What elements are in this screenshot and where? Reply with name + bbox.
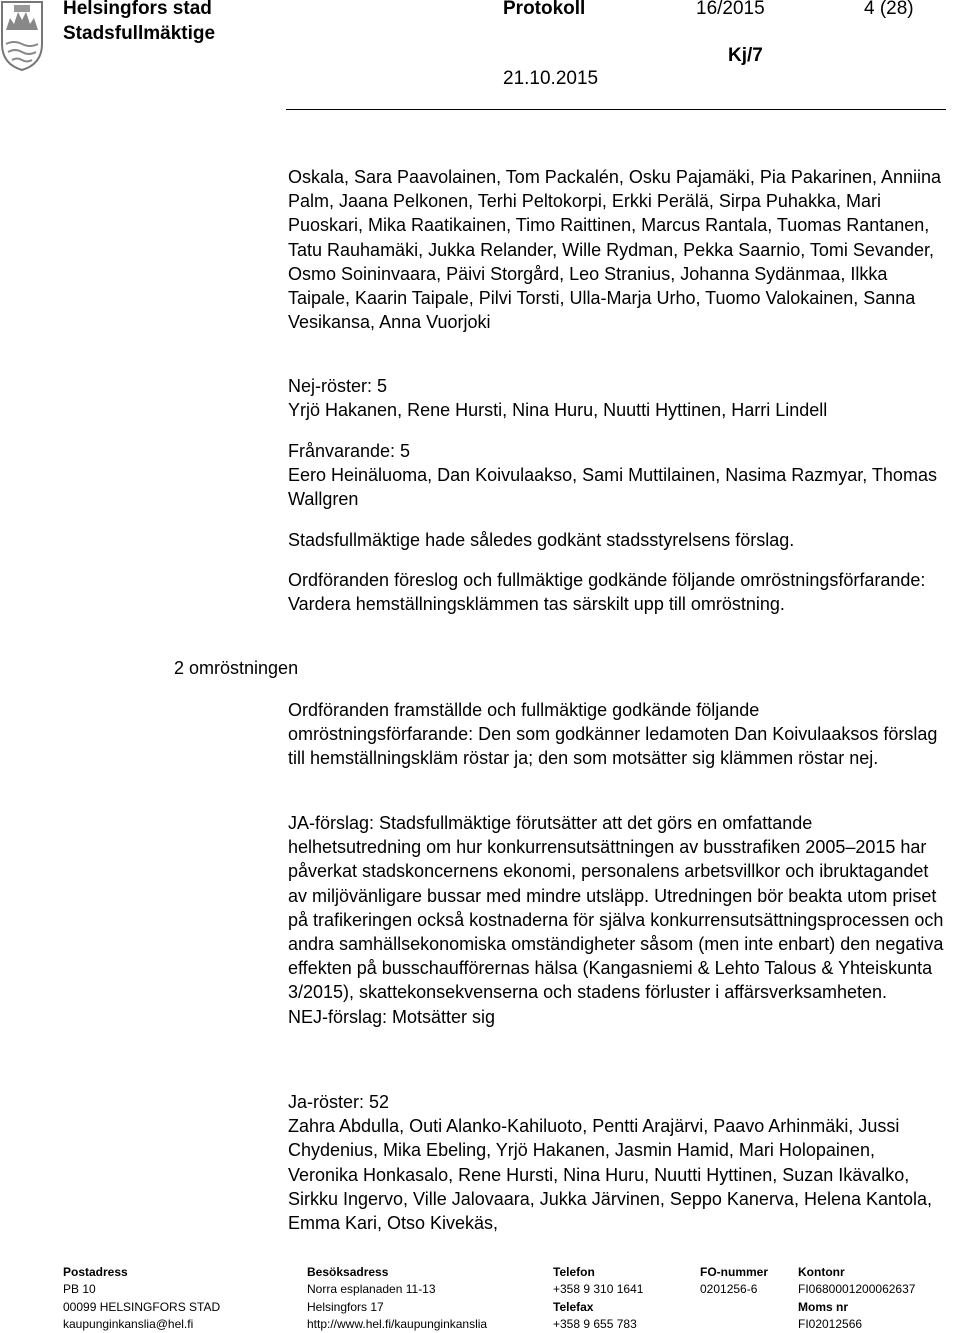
footer-phone: Telefon +358 9 310 1641 Telefax +358 9 655 783 (553, 1265, 644, 1331)
nej-votes-heading: Nej-röster: 5 (288, 376, 388, 396)
absent-list: Eero Heinäluoma, Dan Koivulaakso, Sami Muttilainen, Nasima Razmyar, Thomas Wallgren (288, 465, 937, 510)
footer-visit-address: Besöksadress Norra esplanaden 11-13 Helsingfors 17 http://www.hel.fi/kaupunginkanslia (307, 1264, 487, 1333)
city-crest-icon (0, 0, 44, 72)
nej-votes-block (288, 374, 948, 422)
footer-email-link[interactable]: kaupunginkanslia@hel.fi (63, 1316, 194, 1331)
case-code: Kj/7 (728, 45, 763, 66)
organization-name: Helsingfors stad (63, 0, 212, 19)
ja-proposal-block (288, 811, 948, 1029)
ja-votes-heading: Ja-röster: 52 (288, 1092, 390, 1112)
decision-paragraph (288, 528, 948, 552)
section-side-label: 2 omröstningen (174, 658, 299, 678)
ja-proposal: JA-förslag: Stadsfullmäktige förutsätter att det görs en omfattande helhetsutredning om hur konkurrensutsättningen av busstrafiken 2005–2015 har påverkat stadskoncernens ekonomi, personalens arbetsvillkor och ibruktagandet av miljövänligare bussar med mindre utsläpp. Utredningen bör beakta utom priset på trafikeringen också kostnaderna för själva konkurrensutsättningsprocessen och andra samhällsekonomiska omständigheter såsom (men inte enbart) den negativa effekten på busschaufförernas hälsa (Kangasniemi & Lehto Talous & Yhteiskunta 3/2015), skattekonsekvenserna och stadens förluster i affärsverksamheten. (288, 813, 944, 1003)
nej-voters-list: Yrjö Hakanen, Rene Hursti, Nina Huru, Nuutti Hyttinen, Harri Lindell (288, 400, 828, 421)
paragraph: Stadsfullmäktige hade således godkänt stadsstyrelsens förslag. (288, 530, 795, 550)
page-footer (0, 1264, 960, 1332)
nej-proposal: NEJ-förslag: Motsätter sig (288, 1006, 496, 1027)
document-number: 16/2015 (696, 0, 765, 19)
organization-body: Stadsfullmäktige (63, 23, 216, 44)
footer-postal-address: Postadress PB 10 00099 HELSINGFORS STAD kaupunginkanslia@hel.fi (63, 1264, 220, 1333)
absent-heading: Frånvarande: 5 (288, 441, 411, 461)
paragraph: Oskala, Sara Paavolainen, Tom Packalén, Osku Pajamäki, Pia Pakarinen, Anniina Palm, Jaana Pelkonen, Terhi Peltokorpi, Erkki Perälä, Sirpa Puhakka, Mari Puoskari, Mika Raatikainen, Timo Raittinen, Marcus Rantala, Tuomas Rantanen, Tatu Rauhamäki, Jukka Relander, Wille Rydman, Pekka Saarnio, Tomi Sevander, Osmo Soininvaara, Päivi Storgård, Leo Stranius, Johanna Sydänmaa, Ilkka Taipale, Kaarin Taipale, Pilvi Torsti, Ulla-Marja Urho, Tuomo Valokainen, Sanna Vesikansa, Anna Vuorjoki (288, 167, 942, 333)
footer-account: Kontonr FI0680001200062637 Moms nr FI02012566 (798, 1265, 916, 1331)
header-divider (286, 109, 946, 110)
voting-procedure-paragraph (288, 568, 948, 616)
ja-voters-list: Zahra Abdulla, Outi Alanko-Kahiluoto, Pentti Arajärvi, Paavo Arhinmäki, Jussi Chydenius, Mika Ebeling, Yrjö Hakanen, Jasmin Hamid, Mari Holopainen, Veronika Honkasalo, Rene Hursti, Nina Huru, Nuutti Hyttinen, Suzan Ikävalko, Sirkku Ingervo, Ville Jalovaara, Jukka Järvinen, Seppo Kanerva, Helena Kantola, Emma Kari, Otso Kivekäs, (288, 1116, 933, 1234)
absent-block (288, 439, 948, 512)
ja-votes-block (288, 1090, 948, 1235)
footer-website-link[interactable]: http://www.hel.fi/kaupunginkanslia (307, 1316, 488, 1331)
second-vote-procedure-paragraph (288, 698, 948, 771)
paragraph: Ordföranden framställde och fullmäktige godkände följande omröstningsförfarande: Den som godkänner ledamoten Dan Koivulaaksos förslag till hemställningskläm röstar ja; den som motsätter sig klämmen röstar nej. (288, 700, 938, 769)
paragraph: Ordföranden föreslog och fullmäktige godkände följande omröstningsförfarande: Vardera hemställningsklämmen tas särskilt upp till omröstning. (288, 570, 926, 615)
ja-voters-continued (288, 165, 948, 334)
page-number: 4 (28) (864, 0, 914, 19)
footer-business-id: FO-nummer 0201256-6 (700, 1265, 769, 1297)
meeting-date: 21.10.2015 (503, 68, 599, 89)
document-type: Protokoll (503, 0, 586, 19)
